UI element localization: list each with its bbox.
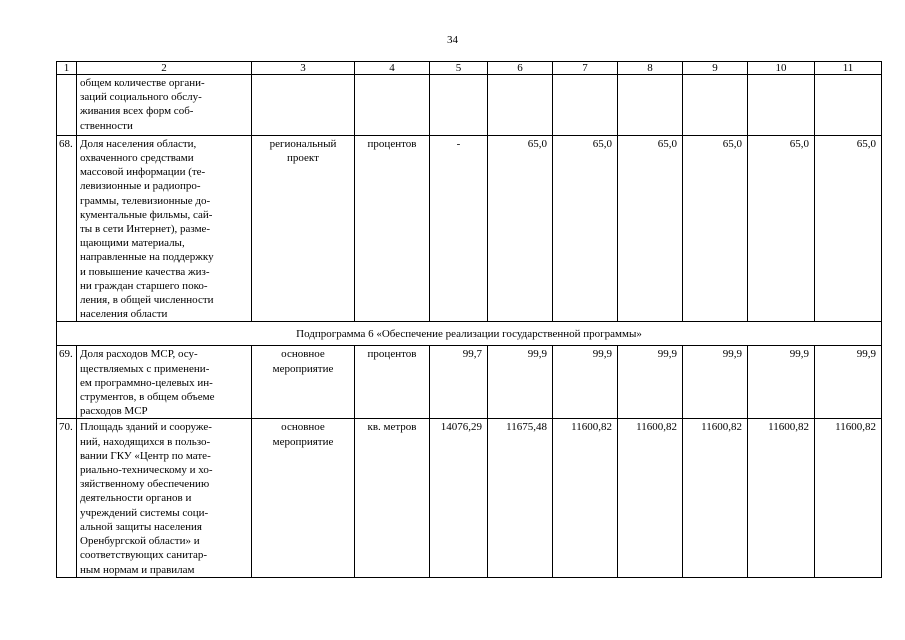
empty-cell	[430, 75, 488, 136]
value-cell: 11600,82	[553, 419, 618, 577]
subprogram-row	[57, 322, 882, 346]
table-row	[57, 419, 882, 577]
value-cell: 65,0	[815, 135, 882, 322]
value-cell: 65,0	[553, 135, 618, 322]
indicator-type-cell: основное мероприятие	[252, 346, 355, 419]
unit-cell: кв. метров	[355, 419, 430, 577]
empty-cell	[618, 75, 683, 136]
page-number: 34	[447, 34, 458, 46]
value-cell: 99,9	[553, 346, 618, 419]
value-cell: 65,0	[618, 135, 683, 322]
header-cell: 8	[618, 62, 683, 75]
row-number-cell: 69.	[57, 346, 77, 419]
empty-cell	[355, 75, 430, 136]
indicator-name-cell: Площадь зданий и сооруже- ний, находящихся в пользо- вании ГКУ «Центр по мате- риально-техническому и хо- зяйственному обеспечению деятельности органов и учреждений системы соци- альной защиты населения Оренбургской области» и соответствующих санитар- ным нормам и правилам	[77, 419, 252, 577]
indicator-type-cell: основное мероприятие	[252, 419, 355, 577]
empty-cell	[815, 75, 882, 136]
value-cell: 65,0	[488, 135, 553, 322]
value-cell: 99,9	[618, 346, 683, 419]
unit-cell: процентов	[355, 135, 430, 322]
value-cell: 65,0	[748, 135, 815, 322]
empty-cell	[553, 75, 618, 136]
header-row	[57, 62, 882, 75]
header-cell: 7	[553, 62, 618, 75]
unit-cell: процентов	[355, 346, 430, 419]
value-cell: 11600,82	[815, 419, 882, 577]
indicators-table	[56, 61, 882, 578]
table-row	[57, 75, 882, 136]
table-row	[57, 346, 882, 419]
row-number-cell	[57, 75, 77, 136]
subprogram-title: Подпрограмма 6 «Обеспечение реализации государственной программы»	[57, 322, 882, 346]
empty-cell	[252, 75, 355, 136]
header-cell: 4	[355, 62, 430, 75]
value-cell: 11675,48	[488, 419, 553, 577]
value-cell: 11600,82	[748, 419, 815, 577]
value-cell: 11600,82	[618, 419, 683, 577]
value-cell: -	[430, 135, 488, 322]
value-cell: 99,9	[488, 346, 553, 419]
value-cell: 99,7	[430, 346, 488, 419]
header-cell: 1	[57, 62, 77, 75]
row-number-cell: 70.	[57, 419, 77, 577]
table-row	[57, 135, 882, 322]
header-cell: 2	[77, 62, 252, 75]
header-cell: 10	[748, 62, 815, 75]
indicator-type-cell: региональный проект	[252, 135, 355, 322]
value-cell: 11600,82	[683, 419, 748, 577]
empty-cell	[683, 75, 748, 136]
value-cell: 99,9	[815, 346, 882, 419]
empty-cell	[748, 75, 815, 136]
empty-cell	[488, 75, 553, 136]
header-cell: 5	[430, 62, 488, 75]
indicator-name-cell: Доля населения области, охваченного средствами массовой информации (те- левизионные и радиопро- граммы, телевизионные до- кументальные фильмы, сай- ты в сети Интернет), разме- щающими материалы, направленные на поддержку и повышение качества жиз- ни граждан старшего поко- ления, в общей численности населения области	[77, 135, 252, 322]
header-cell: 11	[815, 62, 882, 75]
indicator-name-cell: Доля расходов МСР, осу- ществляемых с применени- ем программно-целевых ин- струментов, в общем объеме расходов МСР	[77, 346, 252, 419]
row-number-cell: 68.	[57, 135, 77, 322]
value-cell: 99,9	[683, 346, 748, 419]
header-cell: 3	[252, 62, 355, 75]
header-cell: 9	[683, 62, 748, 75]
indicator-name-cell: общем количестве органи- заций социального обслу- живания всех форм соб- ственности	[77, 75, 252, 136]
header-cell: 6	[488, 62, 553, 75]
value-cell: 14076,29	[430, 419, 488, 577]
value-cell: 99,9	[748, 346, 815, 419]
value-cell: 65,0	[683, 135, 748, 322]
